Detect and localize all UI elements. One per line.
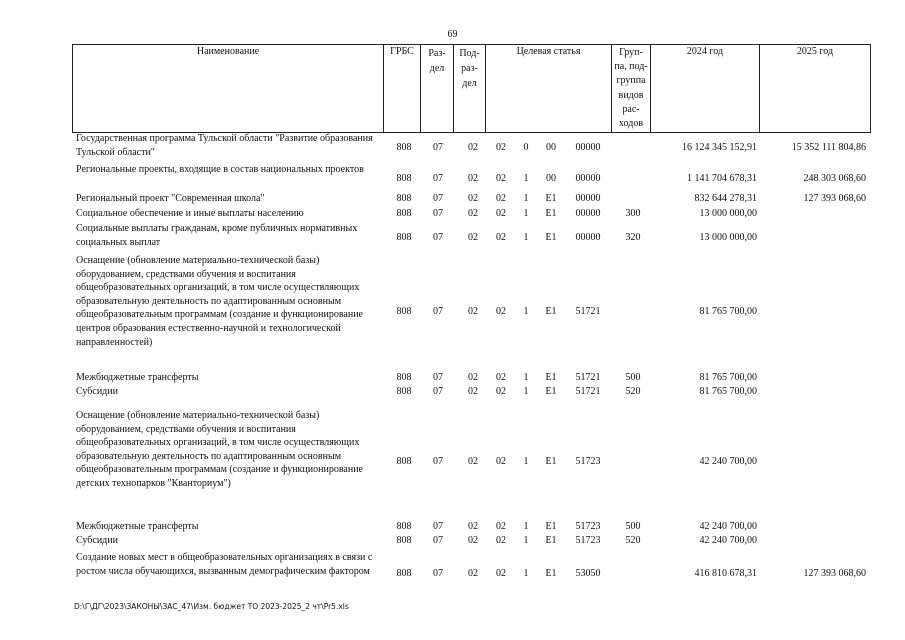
row-t2: 0 — [523, 142, 529, 153]
row-t4: 00000 — [575, 208, 601, 219]
row-t1: 02 — [496, 535, 506, 546]
row-grbs: 808 — [396, 173, 412, 184]
row-razdel: 07 — [433, 568, 443, 579]
row-podrazdel: 02 — [468, 142, 478, 153]
table-header — [72, 44, 871, 133]
row-t1: 02 — [496, 208, 506, 219]
row-t2: 1 — [523, 306, 529, 317]
row-t1: 02 — [496, 386, 506, 397]
table-row — [72, 385, 870, 399]
row-razdel: 07 — [433, 535, 443, 546]
row-grbs: 808 — [396, 568, 412, 579]
row-y2024: 42 240 700,00 — [699, 456, 757, 467]
row-podrazdel: 02 — [468, 521, 478, 532]
row-name: Межбюджетные трансферты — [76, 521, 199, 532]
row-t1: 02 — [496, 306, 506, 317]
row-t1: 02 — [496, 142, 506, 153]
row-t2: 1 — [523, 568, 529, 579]
row-group: 520 — [625, 535, 641, 546]
row-t2: 1 — [523, 386, 529, 397]
row-group: 300 — [625, 208, 641, 219]
row-name: Социальные выплаты гражданам, кроме публичных нормативных социальных выплат — [76, 223, 358, 248]
row-name: Оснащение (обновление материально-технической базы) оборудованием, средствами обучения и воспитания общеобразовательных организаций, в том числе осуществляющих образовательную деятельность по адаптированным основным общеобразовательным программам (создание и функционирование детских технопарков "Кванториум") — [76, 410, 363, 489]
row-group: 320 — [625, 232, 641, 243]
row-name: Государственная программа Тульской области "Развитие образования Тульской области" — [76, 133, 373, 158]
row-t2: 1 — [523, 521, 529, 532]
row-t1: 02 — [496, 456, 506, 467]
table-row — [72, 409, 870, 509]
row-t3: E1 — [545, 568, 557, 579]
table-row — [72, 534, 870, 548]
row-grbs: 808 — [396, 521, 412, 532]
row-t3: 00 — [546, 173, 556, 184]
row-name: Оснащение (обновление материально-технической базы) оборудованием, средствами обучения и воспитания общеобразовательных организаций, в том числе осуществляющих образовательную деятельность по адаптированным основным общеобразовательным программам (создание и функционирование центров образования естественно-научной и технологической направленностей) — [76, 255, 363, 348]
header-target: Целевая статья — [486, 45, 612, 133]
row-grbs: 808 — [396, 372, 412, 383]
row-podrazdel: 02 — [468, 386, 478, 397]
row-podrazdel: 02 — [468, 456, 478, 467]
row-y2025: 127 393 068,60 — [803, 193, 866, 204]
table-row — [72, 222, 870, 250]
row-t3: E1 — [545, 372, 557, 383]
row-name: Региональные проекты, входящие в состав национальных проектов — [76, 164, 364, 175]
row-razdel: 07 — [433, 456, 443, 467]
row-podrazdel: 02 — [468, 193, 478, 204]
row-t2: 1 — [523, 193, 529, 204]
row-y2024: 416 810 678,31 — [694, 568, 757, 579]
row-t2: 1 — [523, 208, 529, 219]
row-name: Региональный проект "Современная школа" — [76, 193, 265, 204]
row-razdel: 07 — [433, 386, 443, 397]
row-razdel: 07 — [433, 521, 443, 532]
row-t3: E1 — [545, 456, 557, 467]
row-name: Субсидии — [76, 386, 118, 397]
row-t4: 51723 — [575, 521, 601, 532]
table-row — [72, 551, 870, 593]
row-t4: 53050 — [575, 568, 601, 579]
row-t4: 51723 — [575, 456, 601, 467]
row-razdel: 07 — [433, 193, 443, 204]
header-year2024: 2024 год — [651, 45, 760, 133]
row-razdel: 07 — [433, 306, 443, 317]
table-row — [72, 371, 870, 385]
row-razdel: 07 — [433, 142, 443, 153]
row-group: 500 — [625, 521, 641, 532]
row-t3: E1 — [545, 521, 557, 532]
table-row — [72, 520, 870, 534]
row-t1: 02 — [496, 372, 506, 383]
row-t4: 00000 — [575, 193, 601, 204]
row-grbs: 808 — [396, 142, 412, 153]
header-name: Наименование — [73, 45, 384, 133]
row-grbs: 808 — [396, 306, 412, 317]
row-podrazdel: 02 — [468, 208, 478, 219]
row-razdel: 07 — [433, 232, 443, 243]
row-t1: 02 — [496, 173, 506, 184]
row-grbs: 808 — [396, 535, 412, 546]
row-t4: 51721 — [575, 386, 601, 397]
header-year2025: 2025 год — [760, 45, 871, 133]
row-t2: 1 — [523, 232, 529, 243]
footer-file-path: D:\Г\ДГ\2023\ЗАКОНЫ\ЗАС_47\Изм. бюджет ТО 2023-2025_2 чт\Pr5.xls — [74, 602, 349, 611]
row-razdel: 07 — [433, 208, 443, 219]
row-t4: 51723 — [575, 535, 601, 546]
row-group: 500 — [625, 372, 641, 383]
row-y2024: 81 765 700,00 — [699, 306, 757, 317]
row-podrazdel: 02 — [468, 372, 478, 383]
row-y2024: 13 000 000,00 — [699, 208, 757, 219]
row-grbs: 808 — [396, 232, 412, 243]
row-t2: 1 — [523, 173, 529, 184]
row-y2024: 832 644 278,31 — [694, 193, 757, 204]
row-t1: 02 — [496, 568, 506, 579]
row-podrazdel: 02 — [468, 568, 478, 579]
row-t3: E1 — [545, 535, 557, 546]
row-name: Социальное обеспечение и иные выплаты населению — [76, 208, 304, 219]
row-y2024: 42 240 700,00 — [699, 521, 757, 532]
header-grbs: ГРБС — [384, 45, 421, 133]
row-t1: 02 — [496, 232, 506, 243]
table-row — [72, 192, 870, 206]
row-razdel: 07 — [433, 173, 443, 184]
table-row — [72, 163, 870, 191]
row-podrazdel: 02 — [468, 173, 478, 184]
row-t4: 00000 — [575, 232, 601, 243]
row-grbs: 808 — [396, 456, 412, 467]
row-t4: 00000 — [575, 173, 601, 184]
row-name: Создание новых мест в общеобразовательных организациях в связи с ростом числа обучающихся, вызванным демографическим фактором — [76, 552, 373, 577]
row-razdel: 07 — [433, 372, 443, 383]
row-name: Межбюджетные трансферты — [76, 372, 199, 383]
row-t3: E1 — [545, 208, 557, 219]
row-y2024: 81 765 700,00 — [699, 386, 757, 397]
header-razdel: Раз- дел — [421, 45, 454, 133]
row-y2024: 42 240 700,00 — [699, 535, 757, 546]
row-t4: 00000 — [575, 142, 601, 153]
row-t3: E1 — [545, 193, 557, 204]
row-y2025: 248 303 068,60 — [803, 173, 866, 184]
header-group: Груп- па, под- группа видов рас- ходов — [612, 45, 651, 133]
page-number: 69 — [447, 29, 458, 40]
row-y2024: 16 124 345 152,91 — [682, 142, 757, 153]
row-y2024: 1 141 704 678,31 — [687, 173, 757, 184]
row-t2: 1 — [523, 456, 529, 467]
row-y2024: 13 000 000,00 — [699, 232, 757, 243]
row-grbs: 808 — [396, 208, 412, 219]
row-y2025: 127 393 068,60 — [803, 568, 866, 579]
row-t1: 02 — [496, 193, 506, 204]
row-grbs: 808 — [396, 386, 412, 397]
row-y2025: 15 352 111 804,86 — [791, 142, 866, 153]
row-y2024: 81 765 700,00 — [699, 372, 757, 383]
row-podrazdel: 02 — [468, 535, 478, 546]
table-row — [72, 132, 870, 160]
row-t3: E1 — [545, 232, 557, 243]
row-t4: 51721 — [575, 372, 601, 383]
row-name: Субсидии — [76, 535, 118, 546]
row-t2: 1 — [523, 372, 529, 383]
row-podrazdel: 02 — [468, 306, 478, 317]
row-t3: 00 — [546, 142, 556, 153]
row-t3: E1 — [545, 306, 557, 317]
header-podrazdel: Под- раз- дел — [454, 45, 486, 133]
row-t3: E1 — [545, 386, 557, 397]
row-grbs: 808 — [396, 193, 412, 204]
table-row — [72, 207, 870, 221]
row-t4: 51721 — [575, 306, 601, 317]
row-t2: 1 — [523, 535, 529, 546]
row-t1: 02 — [496, 521, 506, 532]
row-group: 520 — [625, 386, 641, 397]
row-podrazdel: 02 — [468, 232, 478, 243]
table-row — [72, 254, 870, 366]
